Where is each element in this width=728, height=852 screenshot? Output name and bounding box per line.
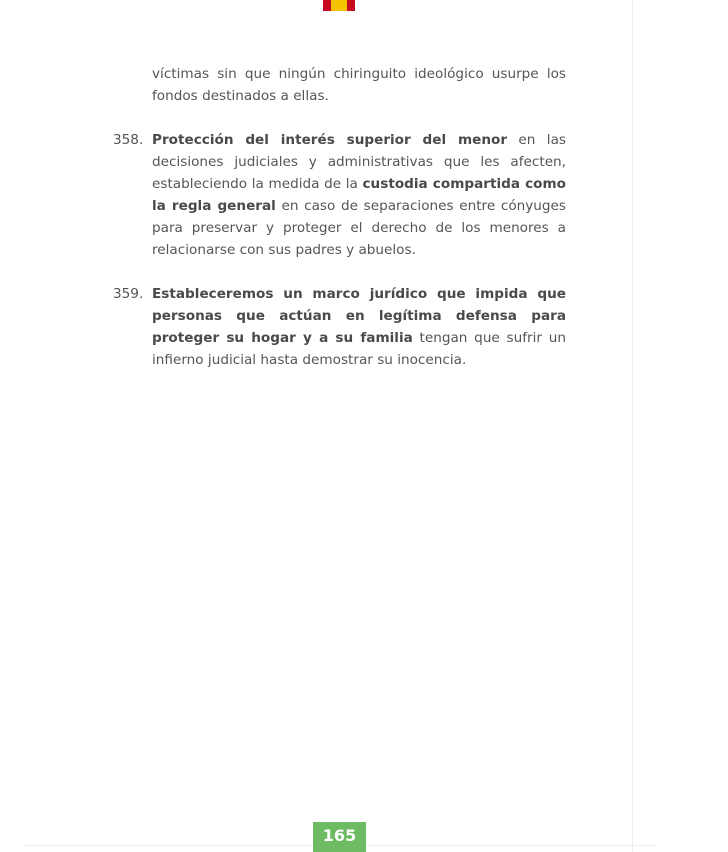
item-number: 359. bbox=[113, 286, 144, 302]
list-item-359 bbox=[113, 283, 566, 371]
bold-phrase: Estableceremos un marco jurídico que impida que personas que actúan en legítima defensa para proteger su hogar y a su familia bbox=[152, 286, 566, 346]
item-number: 358. bbox=[113, 132, 144, 148]
item-text bbox=[152, 129, 566, 261]
page-number-badge: 165 bbox=[313, 822, 366, 852]
flag-yellow-band bbox=[331, 0, 347, 11]
text-run: en caso de separaciones entre cónyuges para preservar y proteger el derecho de los menores a relacionarse con sus padres y abuelos. bbox=[152, 198, 566, 258]
spain-flag-icon bbox=[323, 0, 355, 11]
text-run: en las decisiones judiciales y administrativas que les afecten, estableciendo la medida de la bbox=[152, 132, 566, 192]
bold-phrase: Protección del interés superior del menor bbox=[152, 132, 508, 148]
text-run: tengan que sufrir un infierno judicial hasta demostrar su inocencia. bbox=[152, 330, 566, 368]
page-edge-divider bbox=[632, 0, 633, 852]
bold-phrase: custodia compartida como la regla general bbox=[152, 176, 566, 214]
item-text bbox=[152, 283, 566, 371]
list-item-358 bbox=[113, 129, 566, 261]
continuation-paragraph: víctimas sin que ningún chiringuito ideológico usurpe los fondos destinados a ellas. bbox=[152, 66, 566, 104]
page-content bbox=[113, 63, 566, 371]
